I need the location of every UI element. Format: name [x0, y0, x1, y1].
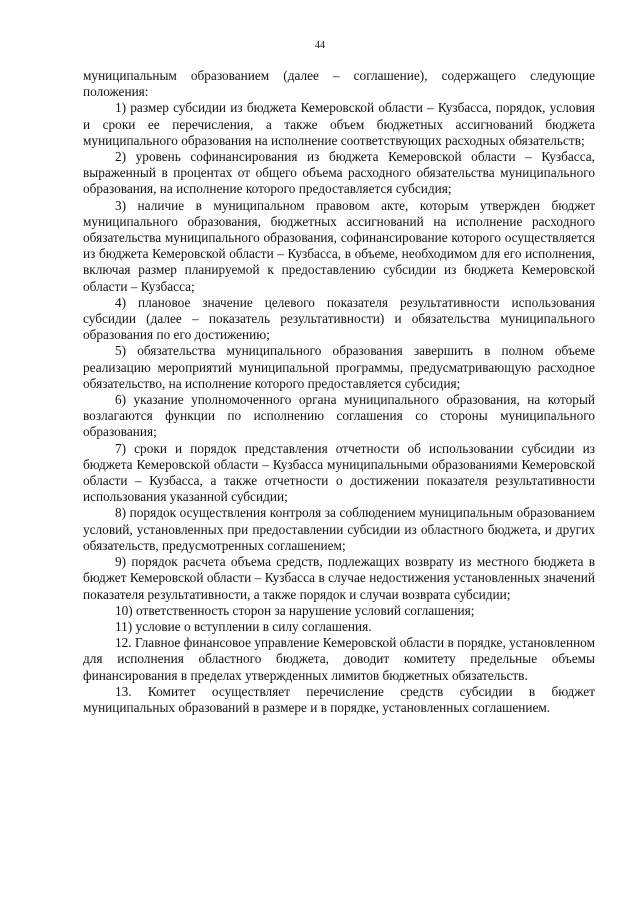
list-item-6: 6) указание уполномоченного органа муниципального образования, на который возлагаются функции по исполнению соглашения со стороны муниципального образования; [83, 392, 595, 440]
list-item-10: 10) ответственность сторон за нарушение условий соглашения; [115, 602, 475, 618]
list-item-2: 2) уровень софинансирования из бюджета Кемеровской области – Кузбасса, выраженный в процентах от общего объема расходного обязательства муниципального образования, на исполнение которого предоставляется субсидия; [83, 149, 595, 197]
list-item-1: 1) размер субсидии из бюджета Кемеровской области – Кузбасса, порядок, условия и сроки ее перечисления, а также объем бюджетных ассигнований бюджета муниципального образования на исполнение соответствующих расходных обязательств; [83, 100, 595, 148]
list-item-7: 7) сроки и порядок представления отчетности об использовании субсидии из бюджета Кемеровской области – Кузбасса муниципальными образованиями Кемеровской области – Кузбасса, а также отчетности о достижении показателя результативности использования указанной субсидии; [83, 440, 595, 505]
list-item-8: 8) порядок осуществления контроля за соблюдением муниципальным образованием условий, установленных при предоставлении субсидии из областного бюджета, и других обязательств, предусмотренных соглашением; [83, 505, 595, 553]
clause-13: 13. Комитет осуществляет перечисление средств субсидии в бюджет муниципальных образований в размере и в порядке, установленных соглашением. [83, 683, 595, 715]
list-item-4: 4) плановое значение целевого показателя результативности использования субсидии (далее – показатель результативности) и обязательства муниципального образования по его достижению; [83, 294, 595, 343]
paragraph-continuation: муниципальным образованием (далее – соглашение), содержащего следующие положения: [83, 68, 595, 100]
list-item-9: 9) порядок расчета объема средств, подлежащих возврату из местного бюджета в бюджет Кемеровской области – Кузбасса в случае недостижения установленных значений показателя результативности, а также порядок и случаи возврата субсидии; [83, 554, 595, 602]
clause-12: 12. Главное финансовое управление Кемеровской области в порядке, установленном для исполнения областного бюджета, доводит комитету предельные объемы финансирования в пределах утвержденных лимитов бюджетных обязательств. [83, 635, 595, 683]
list-item-5: 5) обязательства муниципального образования завершить в полном объеме реализацию мероприятий муниципальной программы, предусматривающую расходное обязательство, на исполнение которого предоставляется субсидия; [83, 343, 595, 391]
list-item-3: 3) наличие в муниципальном правовом акте, которым утвержден бюджет муниципального образования, бюджетных ассигнований на исполнение расходного обязательства муниципального образования, софинансирование которого осуществляется из бюджета Кемеровской области – Кузбасса, в объеме, необходимом для его исполнения, включая размер планируемой к предоставлению субсидии из бюджета Кемеровской области – Кузбасса; [83, 197, 595, 294]
page-number: 44 [315, 40, 325, 51]
list-item-11: 11) условие о вступлении в силу соглашения. [115, 618, 372, 634]
document-body [83, 68, 595, 716]
